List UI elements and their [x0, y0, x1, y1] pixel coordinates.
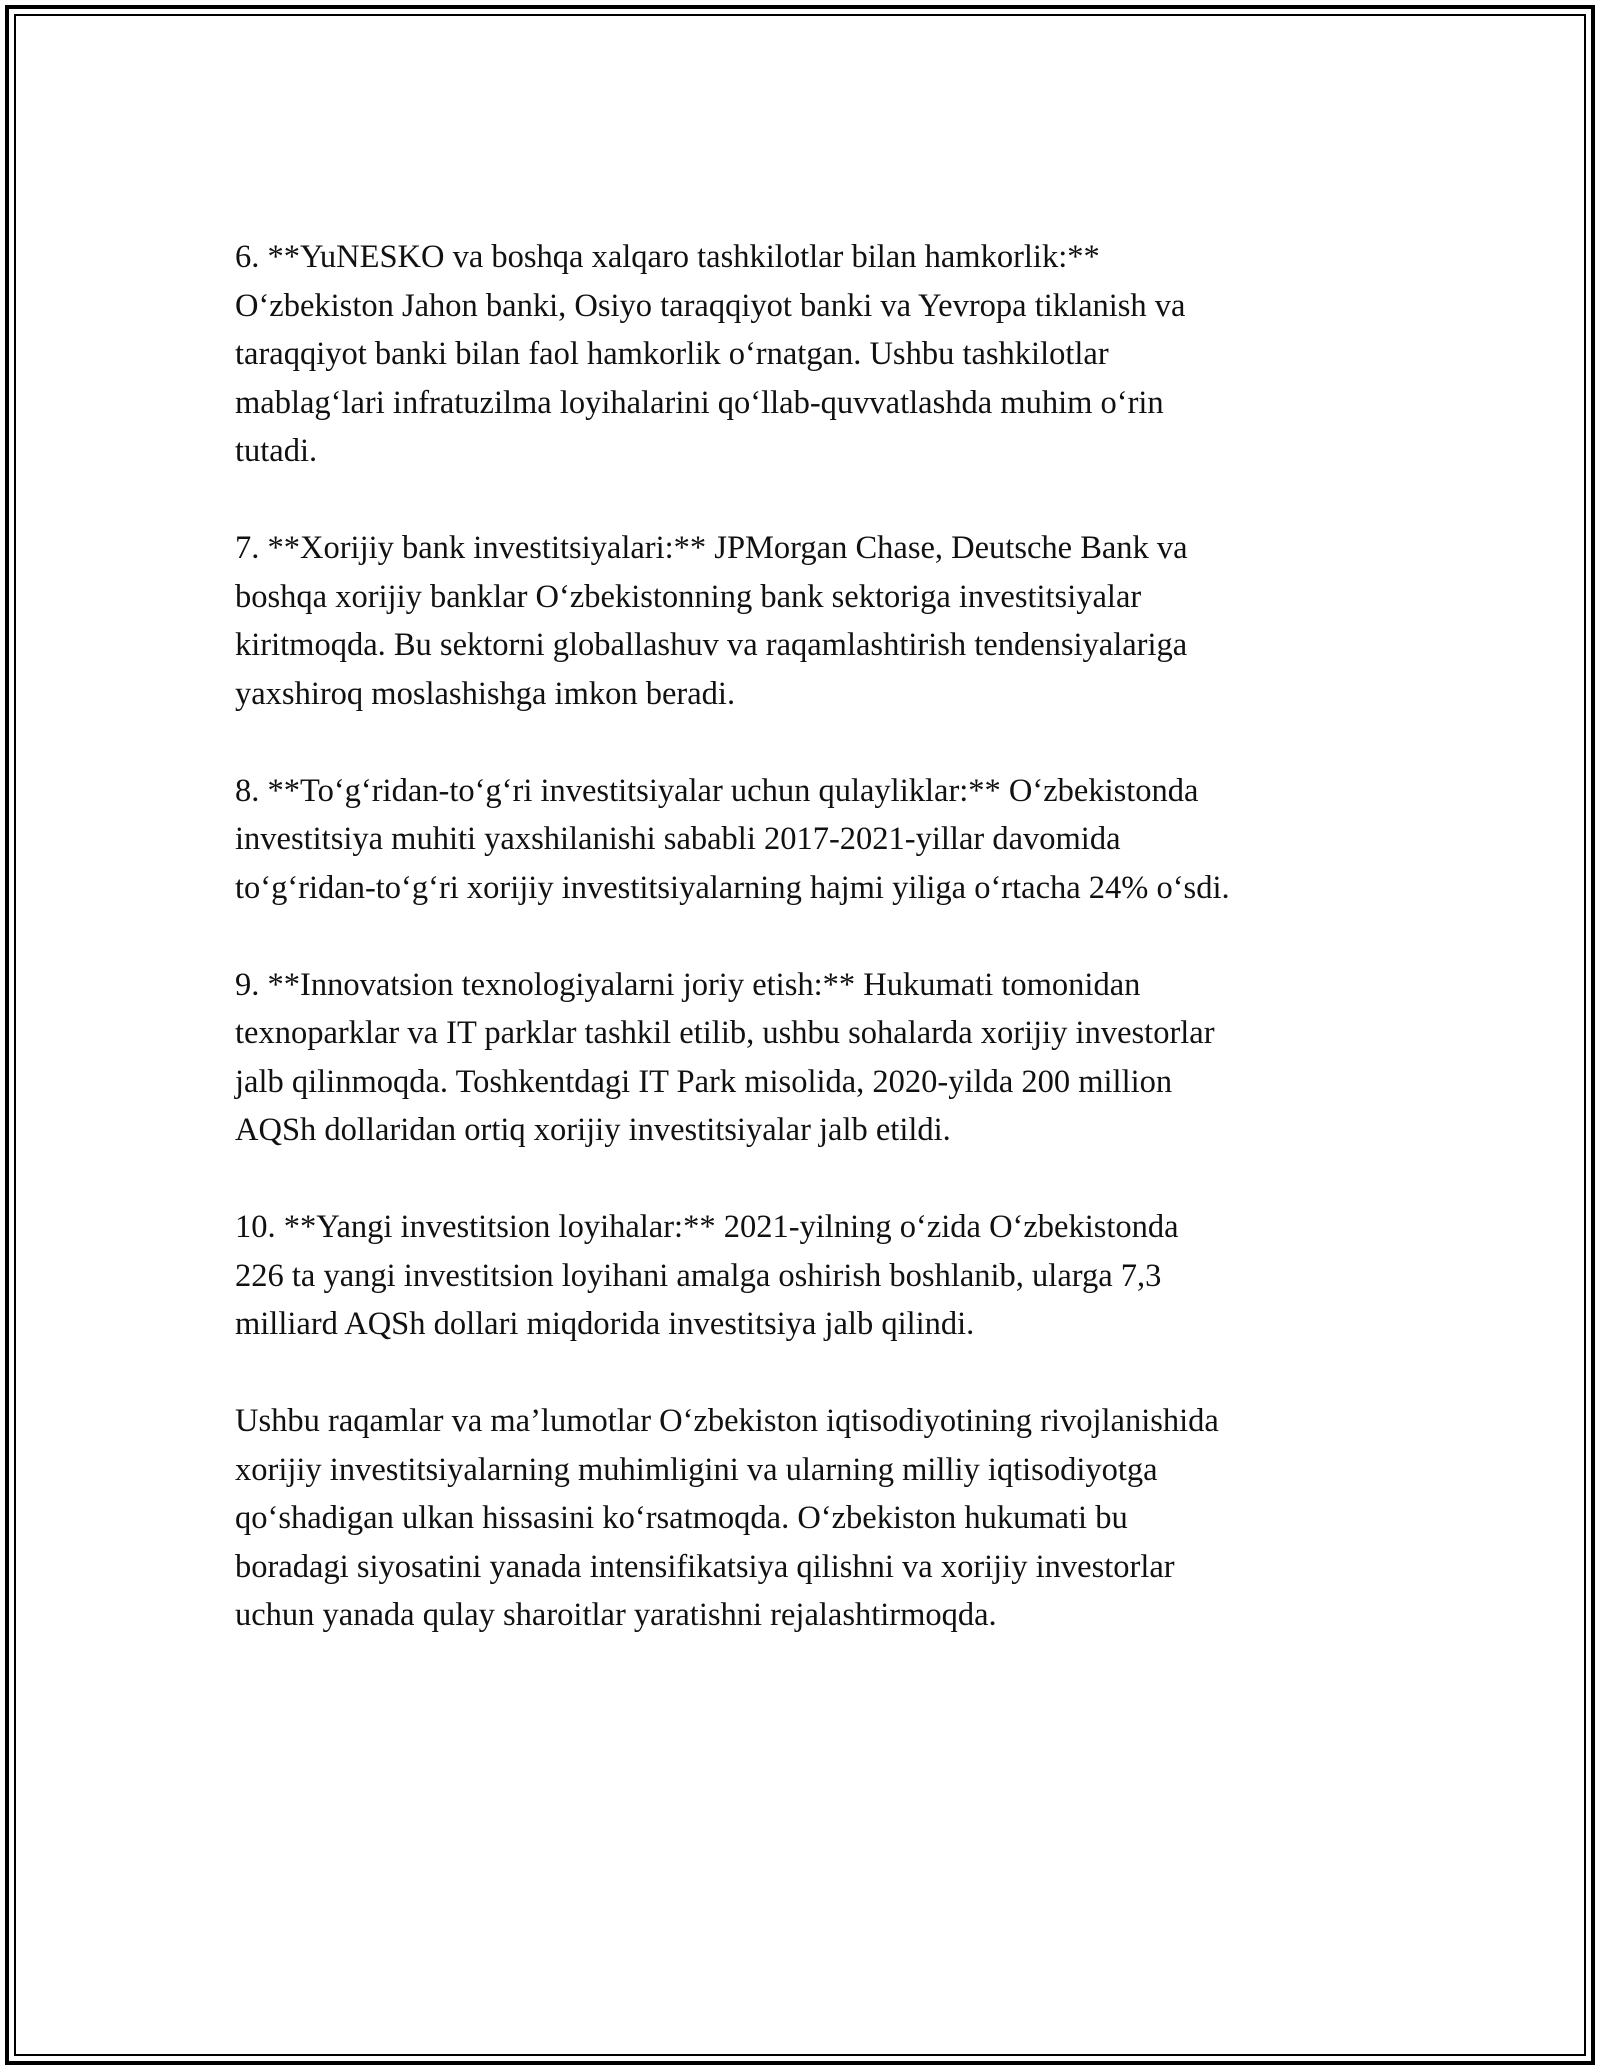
document-body: [235, 233, 1365, 1688]
paragraph-item-6: 6. **YuNESKO va boshqa xalqaro tashkilotlar bilan hamkorlik:** O‘zbekiston Jahon banki, Osiyo taraqqiyot banki va Yevropa tiklanish va taraqqiyot banki bilan faol hamkorlik o‘rnatgan. Ushbu tashkilotlar mablag‘lari infratuzilma loyihalarini qo‘llab-quvvatlashda muhim o‘rin tutadi.: [235, 239, 1186, 469]
paragraph-item-10: 10. **Yangi investitsion loyihalar:** 2021-yilning o‘zida O‘zbekistonda 226 ta yangi investitsion loyihani amalga oshirish boshlanib, ularga 7,3 milliard AQSh dollari miqdorida investitsiya jalb qilindi.: [235, 1209, 1179, 1342]
paragraph-item-8: 8. **To‘g‘ridan-to‘g‘ri investitsiyalar uchun qulayliklar:** O‘zbekistonda investitsiya muhiti yaxshilanishi sababli 2017-2021-yillar davomida to‘g‘ridan-to‘g‘ri xorijiy investitsiyalarning hajmi yiliga o‘rtacha 24% o‘sdi.: [235, 772, 1230, 906]
paragraph-conclusion: Ushbu raqamlar va ma’lumotlar O‘zbekiston iqtisodiyotining rivojlanishida xorijiy investitsiyalarning muhimligini va ularning milliy iqtisodiyotga qo‘shadigan ulkan hissasini ko‘rsatmoqda. O‘zbekiston hukumati bu boradagi siyosatini yanada intensifikatsiya qilishni va xorijiy investorlar uchun yanada qulay sharoitlar yaratishni rejalashtirmoqda.: [235, 1403, 1219, 1633]
paragraph-item-7: 7. **Xorijiy bank investitsiyalari:** JPMorgan Chase, Deutsche Bank va boshqa xorijiy banklar O‘zbekistonning bank sektoriga investitsiyalar kiritmoqda. Bu sektorni globallashuv va raqamlashtirish tendensiyalariga yaxshiroq moslashishga imkon beradi.: [235, 530, 1188, 712]
paragraph-item-9: 9. **Innovatsion texnologiyalarni joriy etish:** Hukumati tomonidan texnoparklar va IT parklar tashkil etilib, ushbu sohalarda xorijiy investorlar jalb qilinmoqda. Toshkentdagi IT Park misolida, 2020-yilda 200 million AQSh dollaridan ortiq xorijiy investitsiyalar jalb etildi.: [235, 966, 1215, 1148]
